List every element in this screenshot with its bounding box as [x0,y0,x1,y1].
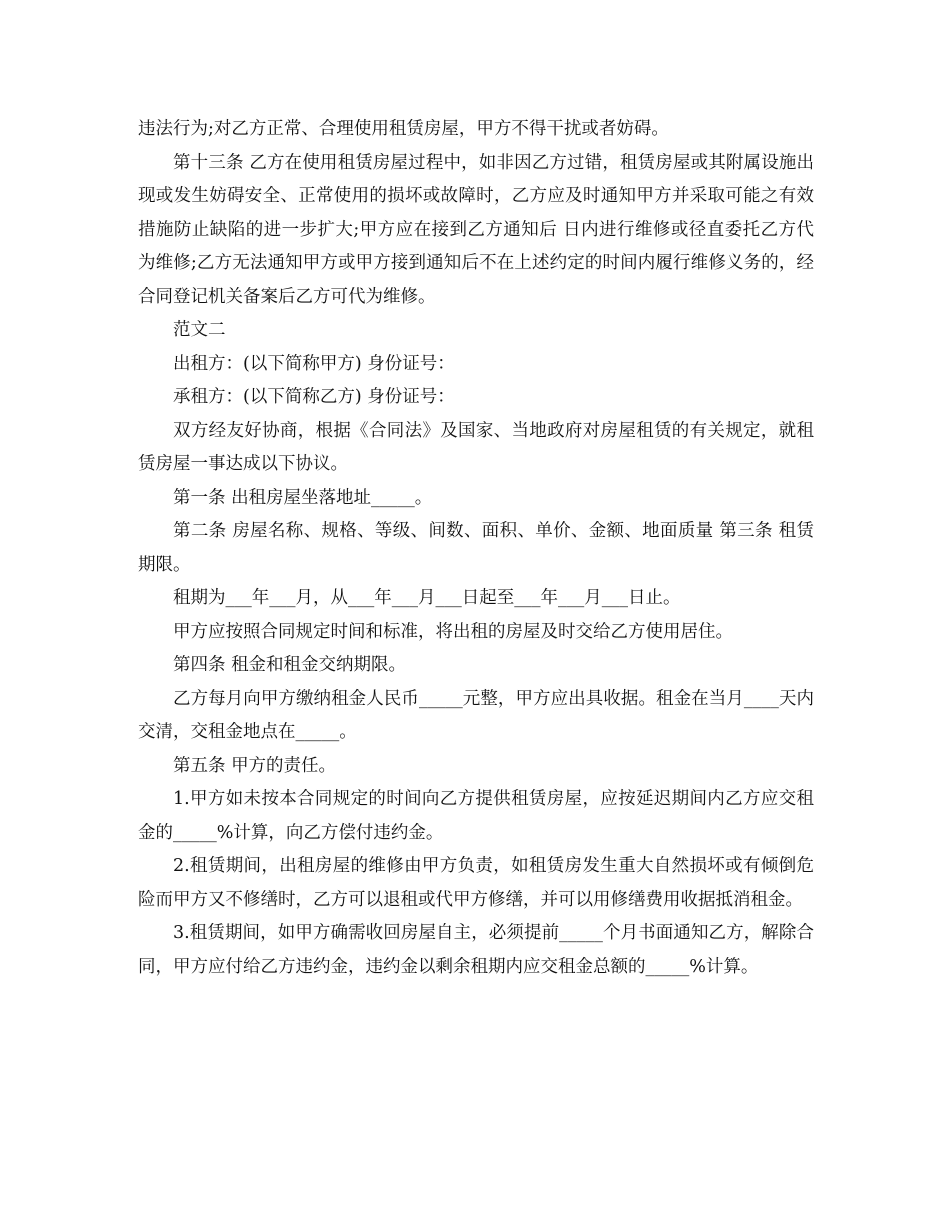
lessee-line: 承租方：(以下简称乙方) 身份证号： [173,387,455,407]
paragraph: 第十三条 乙方在使用租赁房屋过程中，如非因乙方过错，租赁房屋或其附属设施出现或发生妨碍安全、正常使用的损坏或故障时，乙方应及时通知甲方并采取可能之有效措施防止缺陷的进一步扩大;甲方应在接到乙方通知后 日内进行维修或径直委托乙方代为维修;乙方无法通知甲方或甲方接到通知后不在上述约定的时间内履行维修义务的，经合同登记机关备案后乙方可代为维修。 [138,152,814,307]
article: 第四条 租金和租金交纳期限。 [173,655,407,675]
clause: 3.租赁期间，如甲方确需收回房屋自主，必须提前_____个月书面通知乙方，解除合同，甲方应付给乙方违约金，违约金以剩余租期内应交租金总额的_____%计算。 [138,923,814,977]
document-body [138,113,814,984]
paragraph: 乙方每月向甲方缴纳租金人民币_____元整，甲方应出具收据。租金在当月____天内交清，交租金地点在_____。 [138,688,814,742]
article: 第五条 甲方的责任。 [173,755,337,776]
paragraph: 违法行为;对乙方正常、合理使用租赁房屋，甲方不得干扰或者妨碍。 [138,119,669,139]
clause: 2.租赁期间，出租房屋的维修由甲方负责，如租赁房发生重大自然损坏或有倾倒危险而甲方又不修缮时，乙方可以退租或代甲方修缮，并可以用修缮费用收据抵消租金。 [138,856,814,910]
paragraph: 甲方应按照合同规定时间和标准，将出租的房屋及时交给乙方使用居住。 [173,621,733,642]
article: 第一条 出租房屋坐落地址_____。 [173,487,433,508]
article: 第二条 房屋名称、规格、等级、间数、面积、单价、金额、地面质量 第三条 租赁期限。 [138,521,814,575]
clause: 1.甲方如未按本合同规定的时间向乙方提供租赁房屋，应按延迟期间内乙方应交租金的_____%计算，向乙方偿付违约金。 [138,789,814,843]
section-heading: 范文二 [173,320,226,340]
lessor-line: 出租方：(以下简称甲方) 身份证号： [173,353,455,374]
paragraph: 双方经友好协商，根据《合同法》及国家、当地政府对房屋租赁的有关规定，就租赁房屋一事达成以下协议。 [138,420,814,474]
paragraph: 租期为___年___月，从___年___月___日起至___年___月___日止。 [173,588,681,608]
